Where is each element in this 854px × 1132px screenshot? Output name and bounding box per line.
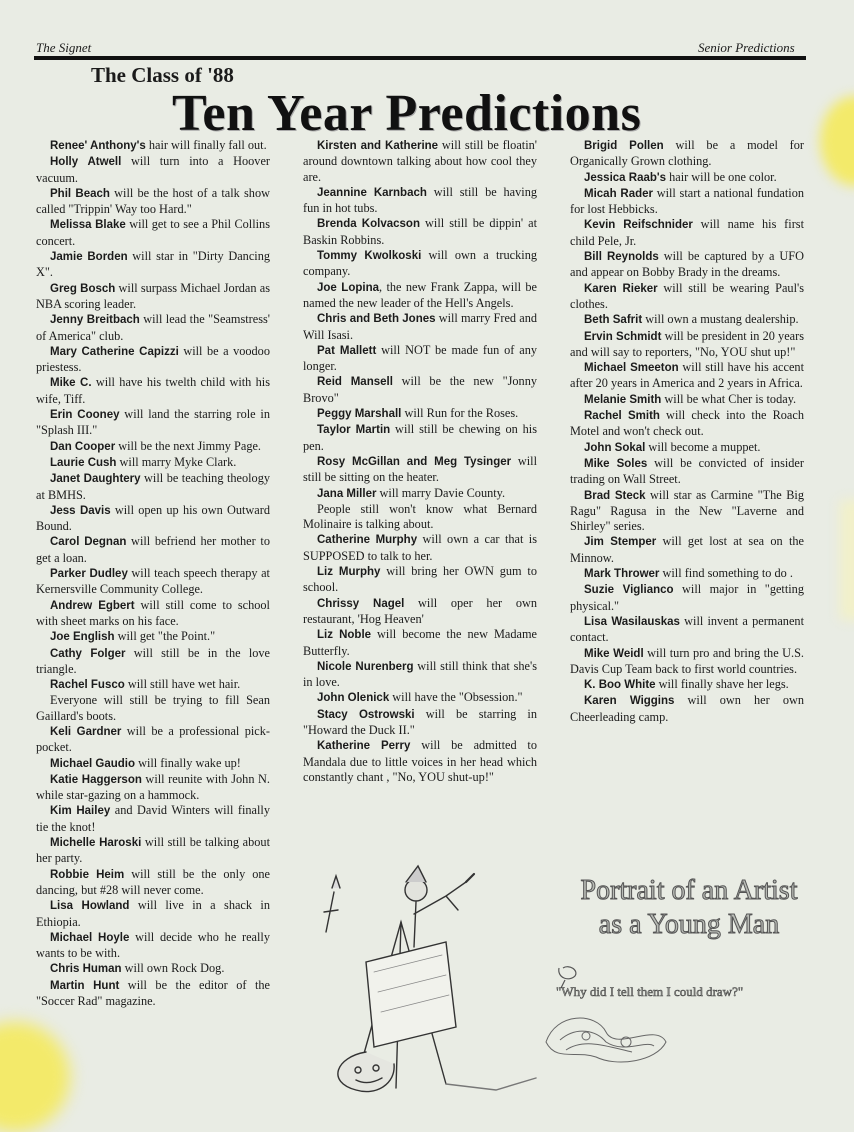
student-name: Andrew Egbert <box>50 599 135 612</box>
student-name: Erin Cooney <box>50 409 120 422</box>
prediction-text: will befriend her mother to get a loan. <box>36 534 270 565</box>
prediction-text: will name his first child Pele, Jr. <box>570 217 804 248</box>
prediction-entry <box>36 534 270 566</box>
prediction-text: will teach speech therapy at Kernersville Community College. <box>36 566 270 597</box>
prediction-entry <box>303 627 537 659</box>
student-name: Jenny Breitbach <box>50 314 140 327</box>
student-name: Melissa Blake <box>50 219 126 232</box>
prediction-text: will marry Myke Clark. <box>116 454 237 469</box>
student-name: Renee' Anthony's <box>50 140 146 152</box>
student-name: Chris Human <box>50 963 122 976</box>
artwork-quote: "Why did I tell them I could draw?" <box>556 984 744 999</box>
prediction-entry <box>303 343 537 375</box>
article-kicker: The Class of '88 <box>91 63 234 87</box>
prediction-entry <box>36 646 270 678</box>
student-name: Catherine Murphy <box>317 534 418 547</box>
prediction-text: will be a voodoo priestess. <box>36 343 270 375</box>
prediction-entry <box>570 186 804 218</box>
prediction-entry <box>570 360 804 392</box>
student-name: Peggy Marshall <box>317 408 402 421</box>
prediction-text: will Run for the Roses. <box>401 406 519 421</box>
student-name: Tommy Kwolkoski <box>317 250 422 263</box>
student-name: Taylor Martin <box>317 424 391 437</box>
student-name: Michael Smeeton <box>584 362 679 375</box>
student-name: Jess Davis <box>50 504 111 517</box>
student-name: Jim Stemper <box>584 536 657 549</box>
prediction-text: will turn pro and bring the U.S. Davis Cup Team back to first world countries. <box>570 645 805 676</box>
prediction-text: will own a car that is SUPPOSED to talk to her. <box>303 532 537 563</box>
prediction-entry <box>570 693 804 725</box>
student-name: Jamie Borden <box>50 251 128 264</box>
prediction-entry <box>36 344 270 376</box>
student-name: Mike Soles <box>584 457 648 470</box>
prediction-text: will be the host of a talk show called "Trippin' Way too Hard." <box>36 185 270 217</box>
prediction-text: will become a muppet. <box>645 439 761 454</box>
student-name: Karen Wiggins <box>584 695 675 708</box>
prediction-entry <box>36 455 270 471</box>
prediction-text: will be a model for Organically Grown clothing. <box>570 138 805 169</box>
student-name: Rachel Smith <box>584 410 660 423</box>
prediction-text: will open up his own Outward Bound. <box>36 502 270 534</box>
prediction-text: will be president in 20 years and will say to reporters, "No, YOU shut up!" <box>570 328 804 359</box>
student-name: Bill Reynolds <box>584 251 659 264</box>
prediction-entry <box>303 248 537 280</box>
prediction-text: will get to see a Phil Collins concert. <box>36 217 270 248</box>
prediction-text: will be what Cher is today. <box>661 391 797 406</box>
light-leak <box>840 500 854 620</box>
student-name: Phil Beach <box>50 187 110 200</box>
prediction-entry <box>570 170 804 186</box>
prediction-text: will still be wearing Paul's clothes. <box>570 280 804 311</box>
prediction-entry <box>36 407 270 439</box>
prediction-text: will become the new Madame Butterfly. <box>303 627 537 658</box>
prediction-entry <box>36 693 270 724</box>
prediction-text: will surpass Michael Jordan as NBA scoring leader. <box>36 280 270 311</box>
student-name: Michelle Haroski <box>50 837 142 850</box>
prediction-entry <box>36 598 270 630</box>
prediction-entry <box>36 961 270 977</box>
column-1 <box>36 138 270 1009</box>
student-name: Jeannine Karnbach <box>317 186 427 199</box>
prediction-entry <box>36 249 270 281</box>
artwork-title <box>549 874 829 942</box>
prediction-text: will be teaching theology at BMHS. <box>36 471 271 502</box>
prediction-text: will reunite with John N. while star-gazing on a hammock. <box>36 771 270 803</box>
prediction-text: will check into the Roach Motel and won't check out. <box>570 408 804 439</box>
prediction-text: will have his twelth child with his wife, Tiff. <box>36 375 271 406</box>
prediction-entry <box>303 185 537 217</box>
student-name: Nicole Nurenberg <box>317 660 414 673</box>
prediction-entry <box>303 454 537 486</box>
prediction-text: will own Rock Dog. <box>121 961 225 976</box>
column-2 <box>303 138 537 785</box>
student-name: Mike Weidl <box>584 647 644 660</box>
prediction-entry <box>36 503 270 535</box>
prediction-entry <box>36 772 270 804</box>
yellow-light-leak <box>0 1022 70 1132</box>
prediction-entry <box>570 392 804 408</box>
prediction-text: will turn into a Hoover vacuum. <box>36 154 270 185</box>
student-name: Mary Catherine Capizzi <box>50 345 179 358</box>
prediction-entry <box>36 930 270 962</box>
prediction-entry <box>303 659 537 691</box>
prediction-text: and David Winters will finally tie the knot! <box>36 803 270 834</box>
prediction-entry <box>36 471 270 503</box>
prediction-text: will NOT be made fun of any longer. <box>303 342 537 374</box>
prediction-entry <box>570 677 804 693</box>
prediction-text: will still think that she's in love. <box>303 658 537 690</box>
prediction-text: hair will finally fall out. <box>145 138 267 152</box>
prediction-entry <box>36 724 270 756</box>
prediction-entry <box>570 456 804 488</box>
student-name: Karen Rieker <box>584 282 658 295</box>
prediction-entry <box>303 690 537 706</box>
prediction-text: will live in a shack in Ethiopia. <box>36 898 270 929</box>
prediction-text: will own her own Cheerleading camp. <box>570 693 805 724</box>
student-name: Lisa Wasilauskas <box>584 615 680 628</box>
prediction-entry <box>303 138 537 185</box>
prediction-entry <box>36 898 270 930</box>
prediction-entry <box>570 646 804 678</box>
student-name: Reid Mansell <box>317 376 393 389</box>
student-name: Pat Mallett <box>317 344 377 357</box>
prediction-text: will get "the Point." <box>114 629 216 644</box>
prediction-entry <box>36 835 270 867</box>
student-name: Dan Cooper <box>50 440 116 453</box>
student-name: Robbie Heim <box>50 868 125 881</box>
prediction-text: will still be chewing on his pen. <box>303 422 537 453</box>
student-name: Mike C. <box>50 377 92 390</box>
prediction-text: People still won't know what Bernard Molinaire is talking about. <box>303 501 537 532</box>
prediction-entry <box>36 281 270 313</box>
student-name: Parker Dudley <box>50 568 128 581</box>
prediction-entry <box>303 311 537 343</box>
article-headline: Ten Year Predictions <box>172 85 642 142</box>
column-3 <box>570 138 804 725</box>
prediction-text: will be the new "Jonny Brovo" <box>303 374 537 405</box>
prediction-entry <box>303 532 537 564</box>
prediction-entry <box>303 374 537 406</box>
student-name: Kevin Reifschnider <box>584 219 693 232</box>
prediction-text: will still be in the love triangle. <box>36 645 270 676</box>
student-name: Carol Degnan <box>50 536 127 549</box>
prediction-text: will land the starring role in "Splash III." <box>36 407 270 438</box>
student-name: Joe English <box>50 631 115 644</box>
student-name: Jessica Raab's <box>584 171 667 184</box>
prediction-text: will still be the only one dancing, but #28 will never come. <box>36 866 270 897</box>
student-name: Brenda Kolvacson <box>317 218 420 231</box>
prediction-entry <box>36 375 270 407</box>
prediction-entry <box>570 312 804 328</box>
student-name: Brad Steck <box>584 489 646 502</box>
publication-name: The Signet <box>36 40 92 55</box>
prediction-entry <box>303 738 537 785</box>
student-name: Mark Thrower <box>584 568 660 581</box>
prediction-text: will still have wet hair. <box>124 677 241 692</box>
prediction-entry <box>36 756 270 772</box>
student-name: Jana Miller <box>317 487 377 500</box>
student-name: Melanie Smith <box>584 393 662 406</box>
prediction-entry <box>303 422 537 454</box>
artwork-title-line1: Portrait of an Artist <box>580 875 798 906</box>
student-name: Brigid Pollen <box>584 140 664 152</box>
prediction-entry <box>303 707 537 739</box>
prediction-text: will still be sitting on the heater. <box>303 453 537 485</box>
prediction-text: will invent a permanent contact. <box>570 613 804 645</box>
prediction-text: will own a mustang dealership. <box>642 312 799 327</box>
student-name: Kirsten and Katherine <box>317 140 439 152</box>
prediction-text: will finally wake up! <box>135 755 241 770</box>
prediction-text: will bring her OWN gum to school. <box>303 564 537 595</box>
student-name: Liz Noble <box>317 629 372 642</box>
prediction-entry <box>36 312 270 344</box>
prediction-text: will be convicted of insider trading on Wall Street. <box>570 455 804 487</box>
prediction-entry <box>36 138 270 154</box>
prediction-text: will start a national fundation for lost Hebbicks. <box>570 185 804 217</box>
header-rule <box>34 56 806 60</box>
student-name: Michael Gaudio <box>50 757 135 770</box>
prediction-text: will be a professional pick-pocket. <box>36 723 271 755</box>
prediction-text: will marry Davie County. <box>376 485 506 500</box>
student-name: Rachel Fusco <box>50 679 125 692</box>
prediction-text: will have the "Obsession." <box>389 690 523 705</box>
prediction-text: will find something to do . <box>659 566 793 581</box>
yellow-light-leak <box>820 96 854 186</box>
prediction-text: , the new Frank Zappa, will be named the new leader of the Hell's Angels. <box>303 279 537 310</box>
prediction-text: will still be floatin' around downtown talking about how cool they are. <box>303 138 537 184</box>
section-name: Senior Predictions <box>698 40 795 55</box>
prediction-entry <box>36 217 270 249</box>
prediction-entry <box>303 406 537 422</box>
prediction-entry <box>570 249 804 281</box>
prediction-entry <box>570 566 804 582</box>
prediction-entry <box>36 186 270 218</box>
student-name: Micah Rader <box>584 187 654 200</box>
prediction-entry <box>303 280 537 312</box>
student-name: K. Boo White <box>584 679 656 692</box>
prediction-entry <box>570 408 804 440</box>
prediction-entry <box>570 217 804 249</box>
student-name: Martin Hunt <box>50 979 120 992</box>
prediction-text: will still come to school with sheet marks on his face. <box>36 597 270 628</box>
student-name: Greg Bosch <box>50 282 116 295</box>
prediction-text: will decide who he really wants to be with. <box>36 929 270 961</box>
prediction-entry <box>570 488 804 535</box>
student-name: Chrissy Nagel <box>317 597 405 610</box>
prediction-entry <box>36 803 270 835</box>
student-name: Janet Daughtery <box>50 473 141 486</box>
student-name: Kim Hailey <box>50 805 111 818</box>
prediction-text: will oper her own restaurant, 'Hog Heaven' <box>303 595 537 626</box>
student-name: Liz Murphy <box>317 566 381 579</box>
prediction-text: hair will be one color. <box>666 169 777 184</box>
artist-sketch-icon <box>296 852 558 1098</box>
prediction-text: will still have his accent after 20 years in America and 2 years in Africa. <box>570 360 804 391</box>
student-name: Suzie Viglianco <box>584 584 674 597</box>
prediction-entry <box>303 502 537 533</box>
prediction-text: will marry Fred and Will Isasi. <box>303 311 537 342</box>
student-name: Ervin Schmidt <box>584 330 662 343</box>
student-name: Katherine Perry <box>317 740 411 753</box>
artwork-title-line2: as a Young Man <box>598 909 780 940</box>
prediction-text: will still be talking about her party. <box>36 835 270 866</box>
prediction-entry <box>36 867 270 899</box>
prediction-entry <box>570 534 804 566</box>
prediction-entry <box>570 138 804 170</box>
prediction-entry <box>303 216 537 248</box>
prediction-entry <box>570 329 804 361</box>
prediction-entry <box>36 439 270 455</box>
student-name: Lisa Howland <box>50 900 130 913</box>
prediction-text: will lead the "Seamstress' of America" club. <box>36 312 271 343</box>
student-name: John Sokal <box>584 441 646 454</box>
prediction-text: will be admitted to Mandala due to little voices in her head which constantly chant , "No, YOU shut-up!" <box>303 738 537 784</box>
student-name: Cathy Folger <box>50 647 126 660</box>
prediction-entry <box>36 154 270 186</box>
prediction-text: will be the editor of the "Soccer Rad" magazine. <box>36 977 270 1009</box>
prediction-text: will own a trucking company. <box>303 248 537 279</box>
prediction-text: will still be dippin' at Baskin Robbins. <box>303 216 537 247</box>
student-name: Michael Hoyle <box>50 931 130 944</box>
prediction-text: will get lost at sea on the Minnow. <box>570 534 804 565</box>
prediction-text: will star as Carmine "The Big Ragu" Ragusa in the New "Laverne and Shirley" series. <box>570 487 804 534</box>
student-name: Keli Gardner <box>50 725 122 738</box>
prediction-entry <box>36 566 270 598</box>
prediction-text: will be the next Jimmy Page. <box>115 438 262 453</box>
prediction-text: will star in "Dirty Dancing X". <box>36 249 270 280</box>
student-name: Rosy McGillan and Meg Tysinger <box>317 455 512 468</box>
prediction-entry <box>303 486 537 502</box>
prediction-entry <box>570 614 804 646</box>
student-name: John Olenick <box>317 692 390 705</box>
student-name: Joe Lopina <box>317 281 379 294</box>
prediction-text: will be captured by a UFO and appear on Bobby Brady in the dreams. <box>570 249 804 280</box>
prediction-entry <box>570 440 804 456</box>
student-name: Holly Atwell <box>50 156 122 169</box>
prediction-entry <box>570 281 804 313</box>
prediction-text: will major in "getting physical." <box>570 582 804 613</box>
scribble-drawing-icon <box>536 1002 676 1072</box>
prediction-text: will be starring in "Howard the Duck II." <box>303 706 537 737</box>
student-name: Beth Safrit <box>584 314 643 327</box>
prediction-entry <box>36 677 270 693</box>
prediction-entry <box>570 582 804 614</box>
prediction-text: will finally shave her legs. <box>655 677 789 692</box>
student-name: Laurie Cush <box>50 456 117 469</box>
prediction-entry <box>36 629 270 645</box>
student-name: Chris and Beth Jones <box>317 313 436 326</box>
prediction-entry <box>36 978 270 1010</box>
student-name: Katie Haggerson <box>50 773 142 786</box>
prediction-text: Everyone will still be trying to fill Sean Gaillard's boots. <box>36 693 270 723</box>
prediction-text: will still be having fun in hot tubs. <box>303 184 538 216</box>
prediction-entry <box>303 596 537 628</box>
student-name: Stacy Ostrowski <box>317 708 415 721</box>
prediction-entry <box>303 564 537 596</box>
